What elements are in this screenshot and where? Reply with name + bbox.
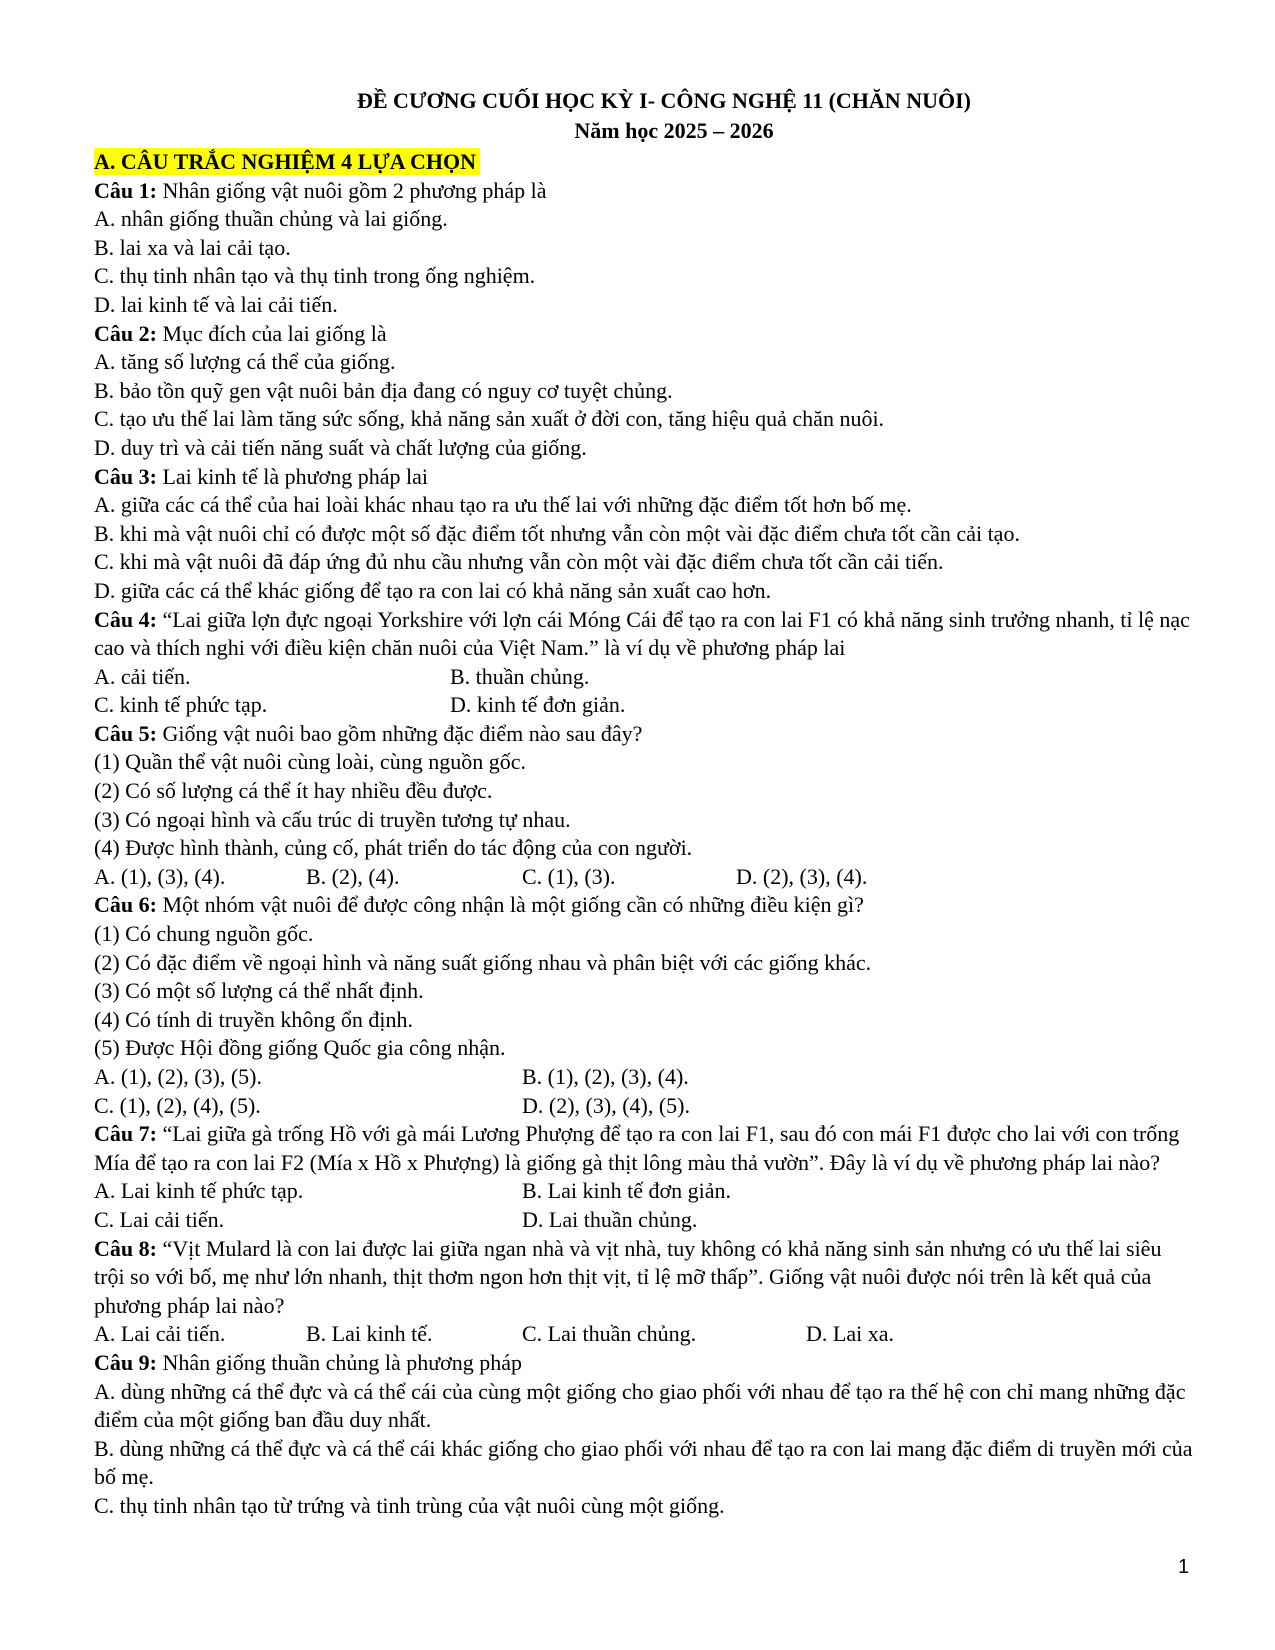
options-row: [94, 1063, 1194, 1092]
option-a: A. tăng số lượng cá thể của giống.: [94, 349, 396, 375]
page-number: 1: [1178, 1556, 1190, 1578]
option-c: C. tạo ưu thế lai làm tăng sức sống, khả năng sản xuất ở đời con, tăng hiệu quả chăn nuôi.: [94, 406, 885, 432]
question-text: Nhân giống thuần chủng là phương pháp: [156, 1349, 523, 1375]
question-label: Câu 3:: [94, 463, 157, 489]
question-6: [94, 891, 1194, 920]
question-3: [94, 463, 1194, 492]
question-text: Nhân giống vật nuôi gồm 2 phương pháp là: [156, 177, 547, 203]
question-label: Câu 2:: [94, 320, 157, 346]
question-8: [94, 1235, 1194, 1321]
option-b: B. (2), (4).: [306, 863, 400, 889]
option-d: D. Lai thuần chủng.: [522, 1206, 698, 1232]
options-row: [94, 1092, 1194, 1121]
question-text: Một nhóm vật nuôi để được công nhận là một giống cần có những điều kiện gì?: [156, 892, 864, 918]
question-label: Câu 4:: [94, 606, 157, 632]
option-a: A. giữa các cá thể của hai loài khác nhau tạo ra ưu thế lai với những đặc điểm tốt hơn bố mẹ.: [94, 492, 912, 518]
options-row: [94, 663, 1194, 692]
options-row: [94, 1177, 1194, 1206]
question-5: [94, 720, 1194, 749]
question-9: [94, 1349, 1194, 1378]
question-text: Mục đích của lai giống là: [156, 320, 387, 346]
option-d: D. Lai xa.: [806, 1321, 894, 1347]
option-d: D. (2), (3), (4).: [736, 863, 868, 889]
option-b: B. lai xa và lai cải tạo.: [94, 234, 291, 260]
question-label: Câu 6:: [94, 892, 157, 918]
school-year: Năm học 2025 – 2026: [574, 118, 774, 143]
option-d: D. lai kinh tế và lai cải tiến.: [94, 291, 338, 317]
question-7: [94, 1120, 1194, 1177]
statement-3: (3) Có một số lượng cá thể nhất định.: [94, 978, 424, 1004]
option-b: B. (1), (2), (3), (4).: [522, 1064, 689, 1089]
question-label: Câu 1:: [94, 177, 157, 203]
question-text: “Vịt Mulard là con lai được lai giữa ngan nhà và vịt nhà, tuy không có khả năng sinh sản nhưng có ưu thế lai siêu trội so với bố, mẹ như lớn nhanh, thịt thơm ngon hơn thịt vịt, tỉ lệ mỡ thấp”. Giống vật nuôi được nói trên là kết quả của phương pháp lai nào?: [94, 1235, 1162, 1318]
option-b: B. dùng những cá thể đực và cá thể cái khác giống cho giao phối với nhau để tạo ra con lai mang đặc điểm di truyền mới của bố mẹ.: [94, 1435, 1193, 1490]
question-text: “Lai giữa gà trống Hồ với gà mái Lương Phượng để tạo ra con lai F1, sau đó con mái F1 được cho lai với con trống Mía để tạo ra con lai F2 (Mía x Hồ x Phượng) là giống gà thịt lông màu thả vườn”. Đây là ví dụ về phương pháp lai nào?: [94, 1121, 1180, 1175]
option-b: B. bảo tồn quỹ gen vật nuôi bản địa đang có nguy cơ tuyệt chủng.: [94, 377, 673, 403]
option-c: C. Lai cải tiến.: [94, 1206, 225, 1232]
option-c: C. (1), (2), (4), (5).: [94, 1092, 261, 1118]
option-a: A. cải tiến.: [94, 663, 191, 689]
option-a: A. nhân giống thuần chủng và lai giống.: [94, 206, 448, 232]
option-a: A. Lai cải tiến.: [94, 1321, 226, 1347]
statement-2: (2) Có đặc điểm về ngoại hình và năng suất giống nhau và phân biệt với các giống khác.: [94, 949, 872, 975]
options-row: [94, 1320, 1194, 1349]
option-d: D. giữa các cá thể khác giống để tạo ra con lai có khả năng sản xuất cao hơn.: [94, 577, 772, 603]
options-row: [94, 691, 1194, 720]
statement-3: (3) Có ngoại hình và cấu trúc di truyền tương tự nhau.: [94, 806, 571, 832]
option-b: B. Lai kinh tế.: [306, 1321, 433, 1347]
option-b: B. khi mà vật nuôi chỉ có được một số đặc điểm tốt nhưng vẫn còn một vài đặc điểm chưa tốt cần cải tạo.: [94, 520, 1020, 546]
option-c: C. Lai thuần chủng.: [522, 1321, 697, 1347]
option-a: A. Lai kinh tế phức tạp.: [94, 1178, 304, 1204]
question-text: Giống vật nuôi bao gồm những đặc điểm nào sau đây?: [156, 720, 643, 746]
option-d: D. duy trì và cải tiến năng suất và chất lượng của giống.: [94, 434, 587, 460]
statement-2: (2) Có số lượng cá thể ít hay nhiều đều được.: [94, 778, 493, 804]
statement-1: (1) Quần thể vật nuôi cùng loài, cùng nguồn gốc.: [94, 749, 526, 775]
option-c: C. (1), (3).: [522, 863, 616, 889]
option-c: C. kinh tế phức tạp.: [94, 692, 268, 718]
question-label: Câu 9:: [94, 1349, 157, 1375]
statement-1: (1) Có chung nguồn gốc.: [94, 921, 314, 947]
option-c: C. thụ tinh nhân tạo từ trứng và tinh trùng của vật nuôi cùng một giống.: [94, 1492, 725, 1518]
section-heading: A. CÂU TRẮC NGHIỆM 4 LỰA CHỌN: [94, 148, 480, 175]
option-a: A. (1), (2), (3), (5).: [94, 1064, 262, 1089]
options-row: [94, 863, 1194, 892]
question-label: Câu 5:: [94, 720, 157, 746]
options-row: [94, 1206, 1194, 1235]
question-text: “Lai giữa lợn đực ngoại Yorkshire với lợn cái Móng Cái để tạo ra con lai F1 có khả năng sinh trưởng nhanh, tỉ lệ nạc cao và thích nghi với điều kiện chăn nuôi của Việt Nam.” là ví dụ về phương pháp lai: [94, 606, 1190, 661]
option-c: C. khi mà vật nuôi đã đáp ứng đủ nhu cầu nhưng vẫn còn một vài đặc điểm chưa tốt cần cải tiến.: [94, 549, 944, 575]
option-a: A. (1), (3), (4).: [94, 863, 226, 889]
option-b: B. thuần chủng.: [450, 663, 590, 689]
option-c: C. thụ tinh nhân tạo và thụ tinh trong ống nghiệm.: [94, 263, 536, 289]
statement-5: (5) Được Hội đồng giống Quốc gia công nhận.: [94, 1035, 506, 1061]
statement-4: (4) Được hình thành, củng cố, phát triển do tác động của con người.: [94, 835, 693, 861]
question-label: Câu 8:: [94, 1235, 157, 1261]
option-b: B. Lai kinh tế đơn giản.: [522, 1178, 731, 1204]
statement-4: (4) Có tính di truyền không ổn định.: [94, 1006, 413, 1032]
option-a: A. dùng những cá thể đực và cá thể cái của cùng một giống cho giao phối với nhau để tạo ra thế hệ con chỉ mang những đặc điểm của một giống ban đầu duy nhất.: [94, 1378, 1186, 1433]
option-d: D. kinh tế đơn giản.: [450, 692, 626, 718]
option-d: D. (2), (3), (4), (5).: [522, 1092, 690, 1118]
question-2: [94, 320, 1194, 349]
document-title: ĐỀ CƯƠNG CUỐI HỌC KỲ I- CÔNG NGHỆ 11 (CHĂN NUÔI): [357, 88, 971, 113]
question-label: Câu 7:: [94, 1121, 157, 1147]
question-1: [94, 177, 1194, 206]
question-4: [94, 606, 1194, 663]
question-text: Lai kinh tế là phương pháp lai: [156, 463, 428, 489]
document-content: [94, 86, 1194, 1521]
